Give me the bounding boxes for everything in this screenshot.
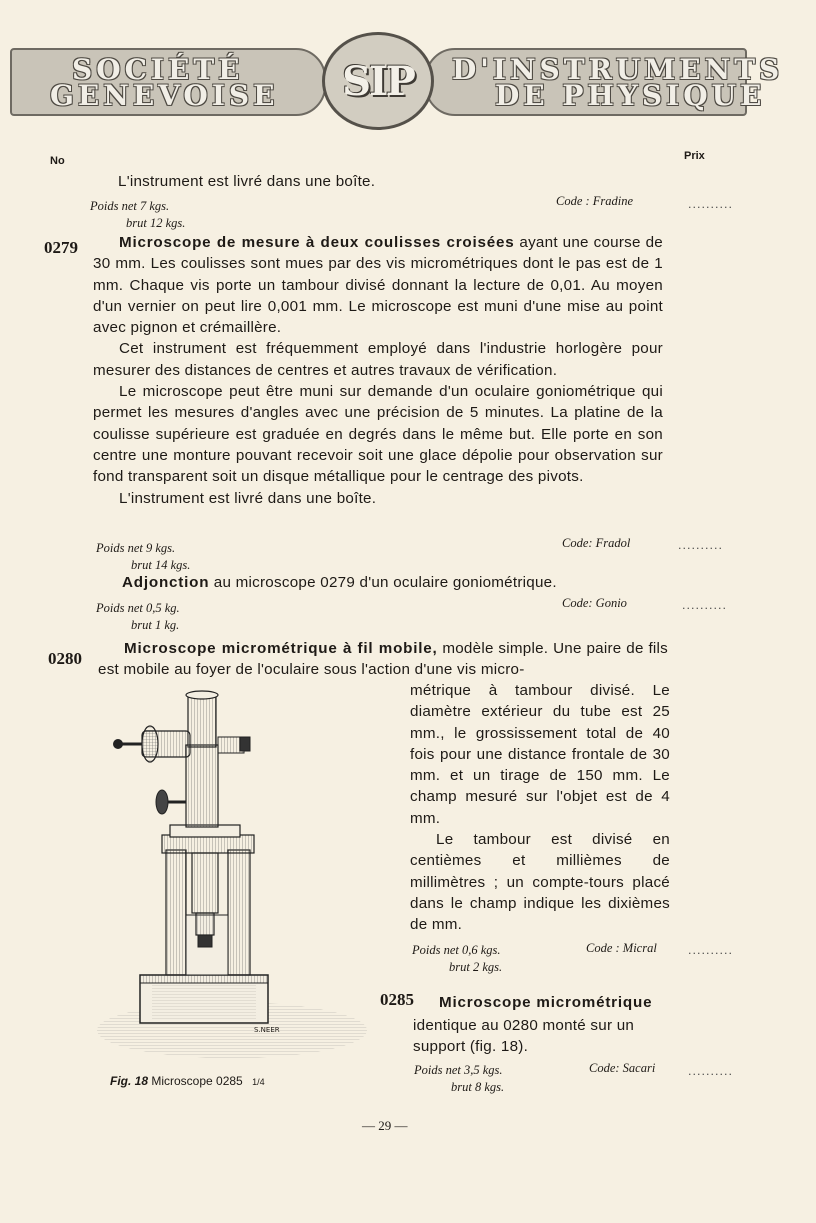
item-0280-weight-net: Poids net 0,6 kgs.	[412, 943, 501, 957]
item-number-0285: 0285	[380, 990, 414, 1009]
adjonction-price: ..........	[682, 599, 727, 612]
item-0280-weight-brut: brut 2 kgs.	[449, 960, 503, 974]
item-0279-text-1: ayant une course de 30 mm. Les coulisses sont mues par des vis micrométriques dont le pas est de 1 mm. Chaque vis porte un tambour divisé donnant la lecture de 0,01. Au moyen d'un vernier on peut lire 0,001 mm. Le microscope est muni d'une mise au point avec pignon et crémaillère.	[93, 234, 663, 337]
item-0279-code: Code: Fradol	[562, 536, 631, 550]
item-0279-text-3: Le microscope peut être muni sur demande d'un oculaire goniométrique qui permet les mesures d'angles avec une précision de 5 minutes. La platine de la coulisse supérieure est graduée en degrés dans le même but. Elle porte en son centre une monture pouvant recevoir soit une glace dépolie pour observation sur fond transparent soit un disque métallique pour le centrage des pivots.	[93, 383, 663, 486]
sip-logo	[322, 32, 434, 130]
item-0279-title: Microscope de mesure à deux coulisses croisées	[119, 234, 515, 251]
banner-genevoise: GENEVOISE	[50, 79, 279, 112]
item-0279-description	[93, 232, 663, 509]
item-0285-price: ..........	[688, 1065, 733, 1078]
adjonction-code: Code: Gonio	[562, 596, 627, 610]
item-0280-title: Microscope micrométrique à fil mobile,	[124, 640, 438, 657]
adjonction-weight-net: Poids net 0,5 kg.	[96, 601, 180, 615]
figure-label: Fig. 18	[110, 1074, 149, 1088]
item-0279-weight-brut: brut 14 kgs.	[131, 558, 191, 572]
item-0285-text: identique au 0280 monté sur un support (fig. 18).	[413, 1017, 635, 1056]
figure-caption-text: Microscope 0285	[148, 1074, 243, 1088]
item-0280-price: ..........	[688, 944, 733, 957]
item-0280-description	[410, 680, 670, 936]
sip-logo-text: SIP	[342, 57, 414, 105]
figure-caption	[110, 1074, 265, 1088]
figure-scale: 1/4	[252, 1077, 265, 1087]
top-entry-text: L'instrument est livré dans une boîte.	[118, 173, 376, 190]
adjonction-title: Adjonction	[122, 574, 210, 591]
top-entry-weight-brut: brut 12 kgs.	[126, 216, 186, 230]
item-0280-text-2: Le tambour est divisé en centièmes et millièmes de millimètres ; un compte-tours placé dans le champ indique les dixièmes de mm.	[410, 831, 670, 934]
top-entry-code: Code : Fradine	[556, 194, 634, 208]
page-number: — 29 —	[362, 1118, 408, 1133]
item-0280-code: Code : Micral	[586, 941, 657, 955]
item-number-0280: 0280	[48, 649, 82, 668]
banner-physique: DE PHYSIQUE	[495, 79, 766, 112]
engraver-signature: S.NEER	[254, 1026, 280, 1034]
top-entry-price: ..........	[688, 198, 733, 211]
banner-societe: SOCIÉTÉ	[72, 53, 244, 86]
item-0279-price: ..........	[678, 539, 723, 552]
item-0280-text-1: métrique à tambour divisé. Le diamètre extérieur du tube est 25 mm., le grossissement total de 40 fois pour une distance frontale de 30 mm. et un tirage de 150 mm. Le champ mesuré sur l'objet est de 4 mm.	[410, 682, 670, 827]
item-0280-intro-text: modèle simple. Une paire de fils est mobile au foyer de l'oculaire sous l'action d'une vis micro-	[98, 640, 669, 679]
column-price-heading: Prix	[684, 150, 705, 162]
item-0285-title: Microscope micrométrique	[439, 994, 653, 1011]
item-0279-weight-net: Poids net 9 kgs.	[96, 541, 176, 555]
column-number-heading: No	[50, 155, 65, 167]
banner-instruments: D'INSTRUMENTS	[452, 53, 784, 86]
adjonction-line	[122, 572, 557, 593]
item-0279-text-2: Cet instrument est fréquemment employé dans l'industrie horlogère pour mesurer des distances de centres et autres travaux de vérification.	[93, 340, 663, 379]
item-0285-weight-brut: brut 8 kgs.	[451, 1080, 505, 1094]
microscope-illustration	[92, 685, 392, 1065]
adjonction-text: au microscope 0279 d'un oculaire goniométrique.	[209, 574, 557, 591]
item-0285-code: Code: Sacari	[589, 1061, 656, 1075]
item-0285-weight-net: Poids net 3,5 kgs.	[414, 1063, 503, 1077]
item-0280-intro	[98, 638, 668, 681]
item-number-0279: 0279	[44, 238, 78, 257]
adjonction-weight-brut: brut 1 kg.	[131, 618, 180, 632]
item-0279-text-4: L'instrument est livré dans une boîte.	[119, 489, 377, 507]
top-entry-weight-net: Poids net 7 kgs.	[90, 199, 170, 213]
